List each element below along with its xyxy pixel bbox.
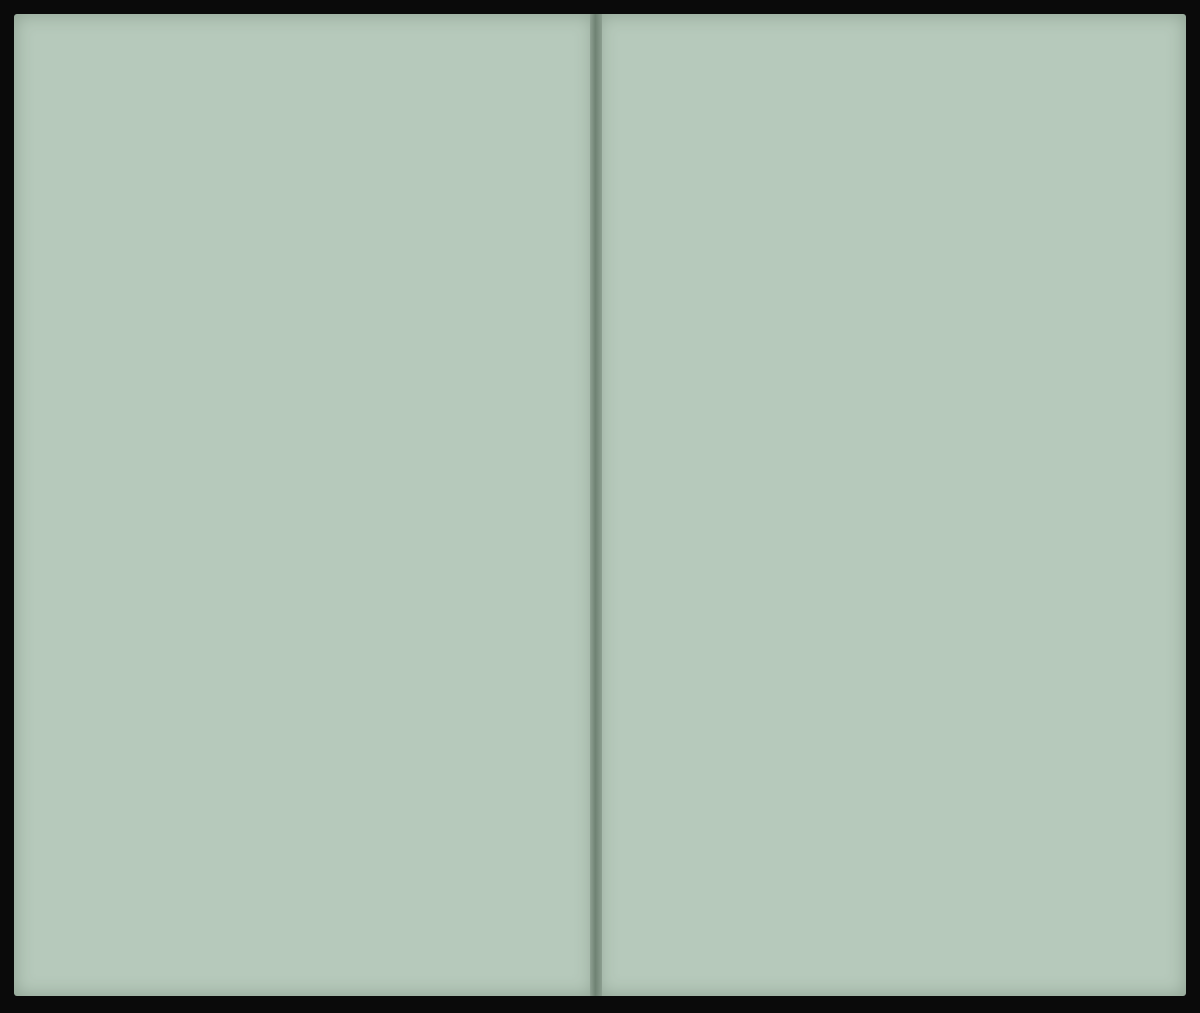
right-page [598, 14, 1186, 996]
left-page [14, 14, 594, 996]
book-gutter [590, 14, 602, 996]
